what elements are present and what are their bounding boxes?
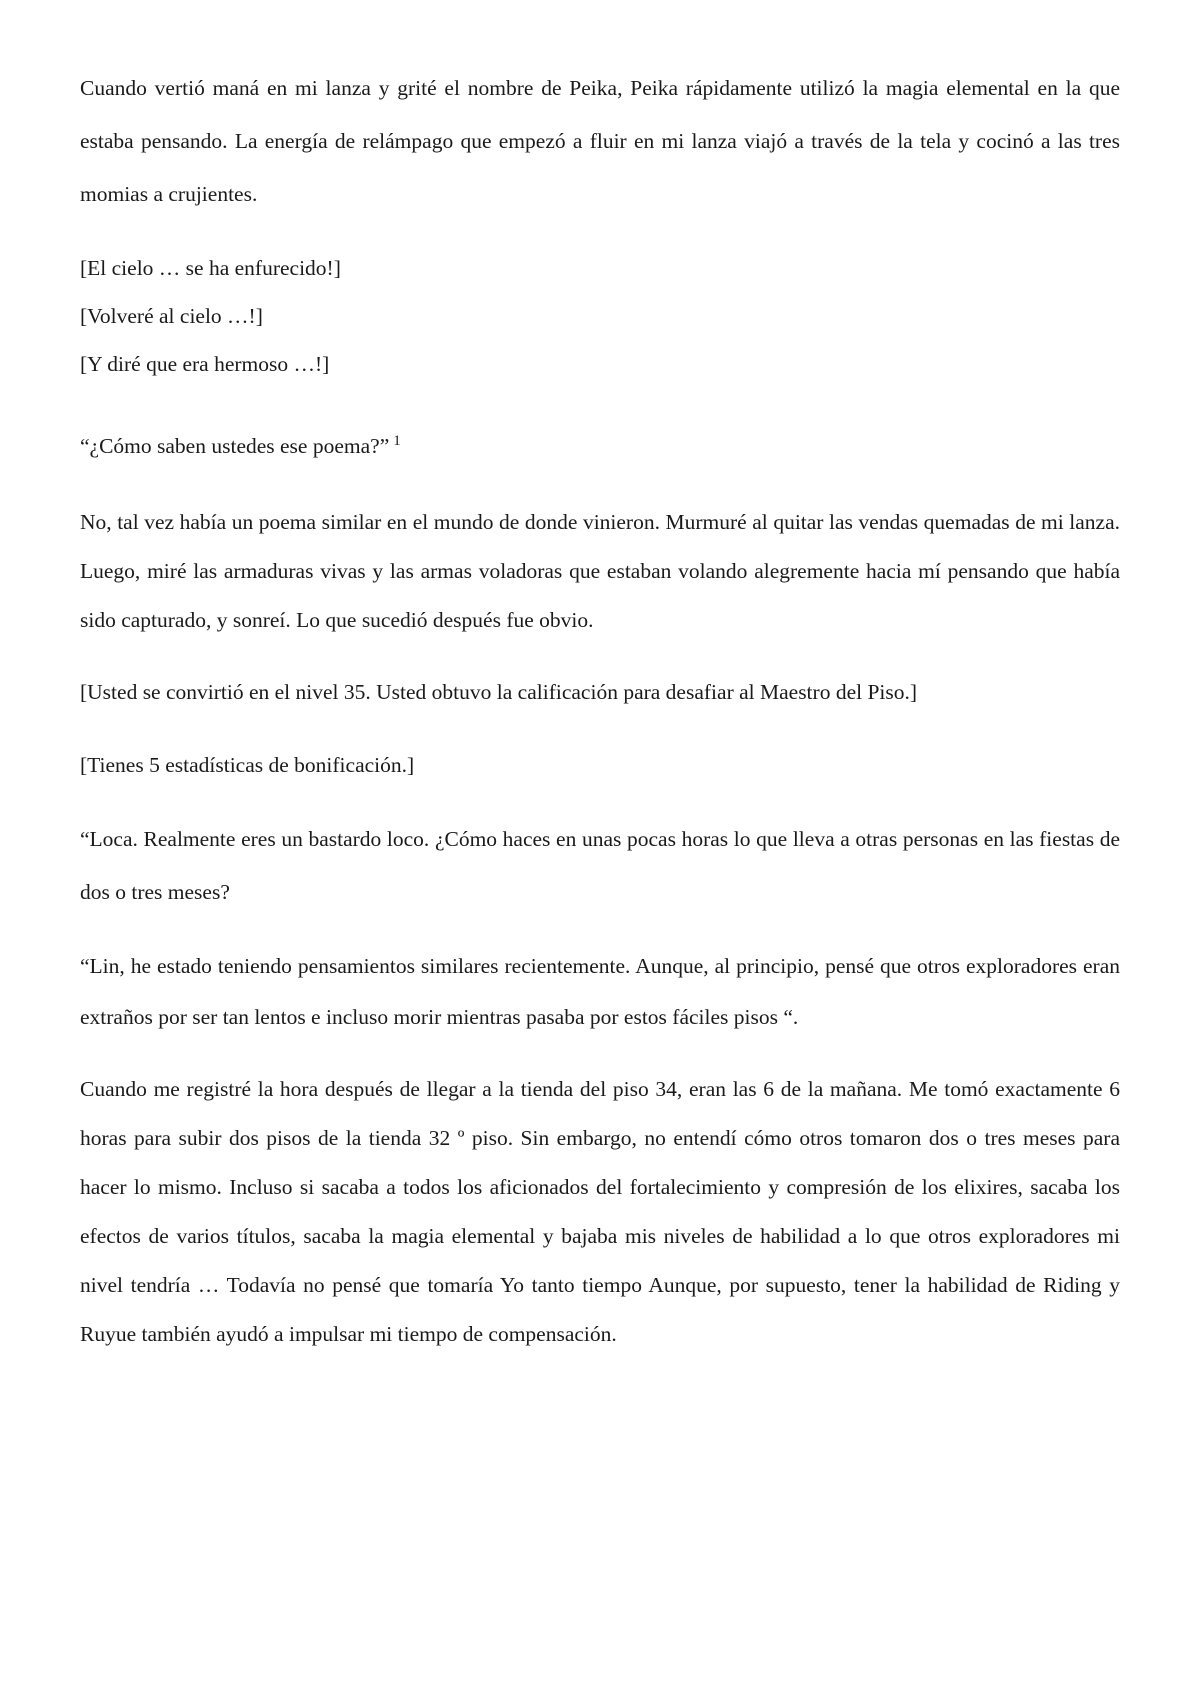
paragraph: Cuando vertió maná en mi lanza y grité el nombre de Peika, Peika rápidamente utilizó la magia elemental en la que estaba pensando. La energía de relámpago que empezó a fluir en mi lanza viajó a través de la tela y cocinó a las tres momias a crujientes. <box>80 76 1120 206</box>
dialogue-line <box>80 416 1120 472</box>
dialogue-paragraph: “Lin, he estado teniendo pensamientos similares recientemente. Aunque, al principio, pensé que otros exploradores eran extraños por ser tan lentos e incluso morir mientras pasaba por estos fáciles pisos “. <box>80 954 1120 1029</box>
paragraph: Cuando me registré la hora después de llegar a la tienda del piso 34, eran las 6 de la mañana. Me tomó exactamente 6 horas para subir dos pisos de la tienda 32 º piso. Sin embargo, no entendí cómo otros tomaron dos o tres meses para hacer lo mismo. Incluso si sacaba a todos los aficionados del fortalecimiento y compresión de los elixires, sacaba los efectos de varios títulos, sacaba la magia elemental y bajaba mis niveles de habilidad a lo que otros exploradores mi nivel tendría … Todavía no pensé que tomaría Yo tanto tiempo Aunque, por supuesto, tener la habilidad de Riding y Ruyue también ayudó a impulsar mi tiempo de compensación. <box>80 1077 1120 1346</box>
paragraph: No, tal vez había un poema similar en el mundo de donde vinieron. Murmuré al quitar las vendas quemadas de mi lanza. Luego, miré las armaduras vivas y las armas voladoras que estaban volando alegremente hacia mí pensando que había sido capturado, y sonreí. Lo que sucedió después fue obvio. <box>80 510 1120 632</box>
system-message: [Volveré al cielo …!] <box>80 304 263 328</box>
system-message: [El cielo … se ha enfurecido!] <box>80 256 341 280</box>
system-message: [Y diré que era hermoso …!] <box>80 352 330 376</box>
dialogue-text: “¿Cómo saben ustedes ese poema?” <box>80 434 390 458</box>
footnote-marker: 1 <box>393 433 401 449</box>
system-message: [Usted se convirtió en el nivel 35. Usted obtuvo la calificación para desafiar al Maestro del Piso.] <box>80 680 918 704</box>
dialogue-paragraph: “Loca. Realmente eres un bastardo loco. ¿Cómo haces en unas pocas horas lo que lleva a otras personas en las fiestas de dos o tres meses? <box>80 827 1120 904</box>
system-message: [Tienes 5 estadísticas de bonificación.] <box>80 753 415 777</box>
document-page <box>80 62 1120 1359</box>
